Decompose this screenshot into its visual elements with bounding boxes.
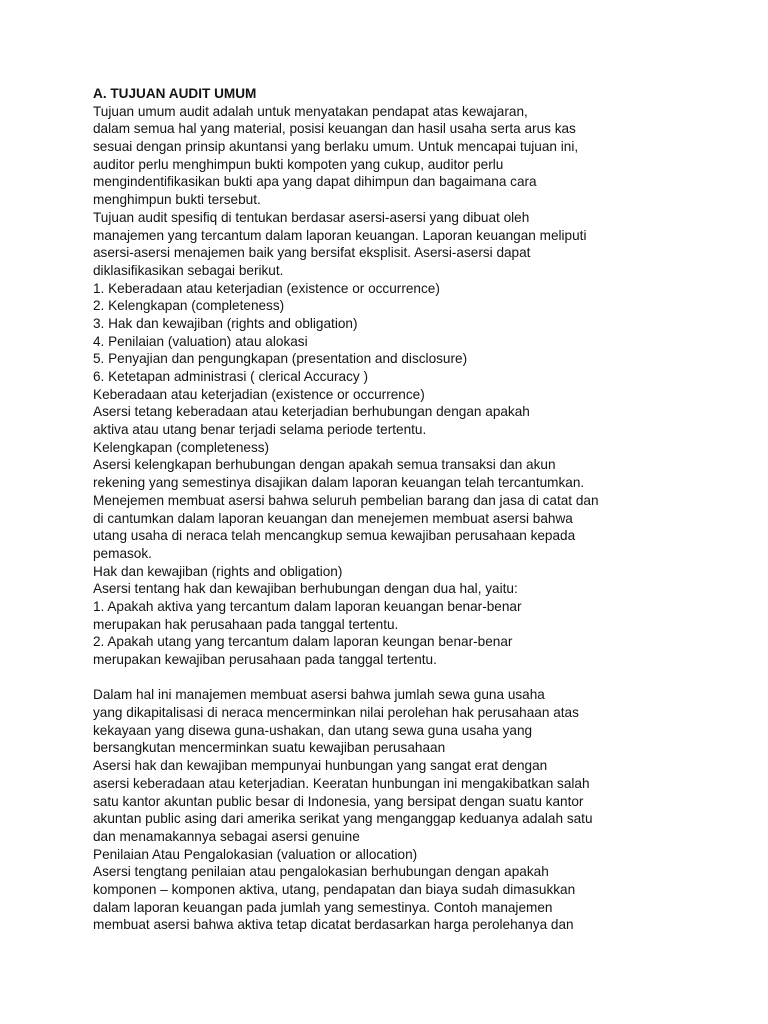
text-line: 5. Penyajian dan pengungkapan (presentation and disclosure): [93, 351, 468, 367]
text-line: yang dikapitalisasi di neraca mencerminkan nilai perolehan hak perusahaan atas: [93, 705, 579, 721]
text-line: auditor perlu menghimpun bukti kompoten yang cukup, auditor perlu: [93, 156, 504, 172]
text-line: dalam laporan keuangan pada jumlah yang semestinya. Contoh manajemen: [93, 899, 553, 915]
text-line: menghimpun bukti tersebut.: [93, 192, 261, 208]
text-line: diklasifikasikan sebagai berikut.: [93, 262, 284, 278]
text-line: dan menamakannya sebagai asersi genuine: [93, 828, 360, 844]
text-line: Kelengkapan (completeness): [93, 439, 270, 455]
document-title: A. TUJUAN AUDIT UMUM: [93, 86, 257, 101]
text-line: Asersi kelengkapan berhubungan dengan apakah semua transaksi dan akun: [93, 457, 556, 473]
text-line: 1. Apakah aktiva yang tercantum dalam laporan keuangan benar-benar: [93, 598, 522, 614]
text-line: aktiva atau utang benar terjadi selama periode tertentu.: [93, 422, 427, 438]
text-line: akuntan public asing dari amerika serikat yang menganggap keduanya adalah satu: [93, 811, 593, 827]
text-line: komponen – komponen aktiva, utang, pendapatan dan biaya sudah dimasukkan: [93, 881, 576, 897]
text-line: Asersi tetang keberadaan atau keterjadian berhubungan dengan apakah: [93, 404, 530, 420]
text-line: 4. Penilaian (valuation) atau alokasi: [93, 333, 308, 349]
text-line: 2. Kelengkapan (completeness): [93, 298, 285, 314]
text-line: asersi keberadaan atau keterjadian. Keeratan hunbungan ini mengakibatkan salah: [93, 775, 590, 791]
text-line: 3. Hak dan kewajiban (rights and obligation): [93, 315, 358, 331]
text-line: sesuai dengan prinsip akuntansi yang berlaku umum. Untuk mencapai tujuan ini,: [93, 139, 579, 155]
text-line: dalam semua hal yang material, posisi keuangan dan hasil usaha serta arus kas: [93, 121, 576, 137]
document-page: [93, 85, 753, 934]
document-body: [93, 103, 753, 934]
text-line: mengindentifikasikan bukti apa yang dapat dihimpun dan bagaimana cara: [93, 174, 537, 190]
text-line: satu kantor akuntan public besar di Indonesia, yang bersipat dengan suatu kantor: [93, 793, 584, 809]
text-line: utang usaha di neraca telah mencangkup semua kewajiban perusahaan kepada: [93, 528, 576, 544]
text-line: Keberadaan atau keterjadian (existence or occurrence): [93, 386, 425, 402]
text-line: merupakan kewajiban perusahaan pada tanggal tertentu.: [93, 652, 437, 667]
text-line: pemasok.: [93, 545, 152, 561]
text-line: manajemen yang tercantum dalam laporan keuangan. Laporan keuangan meliputi: [93, 227, 587, 243]
text-line: Tujuan umum audit adalah untuk menyatakan pendapat atas kewajaran,: [93, 103, 528, 119]
text-line: 6. Ketetapan administrasi ( clerical Accuracy ): [93, 369, 369, 384]
text-line: membuat asersi bahwa aktiva tetap dicatat berdasarkan harga perolehanya dan: [93, 917, 574, 933]
text-line: rekening yang semestinya disajikan dalam laporan keuangan telah tercantumkan.: [93, 475, 585, 491]
text-line: kekayaan yang disewa guna-ushakan, dan utang sewa guna usaha yang: [93, 722, 533, 738]
text-line: merupakan hak perusahaan pada tanggal tertentu.: [93, 616, 399, 632]
text-line: 1. Keberadaan atau keterjadian (existence or occurrence): [93, 280, 440, 296]
text-line: Asersi tentang hak dan kewajiban berhubungan dengan dua hal, yaitu:: [93, 581, 518, 597]
blank-line: [93, 669, 753, 687]
text-line: Asersi hak dan kewajiban mempunyai hunbungan yang sangat erat dengan: [93, 758, 548, 774]
text-line: Asersi tengtang penilaian atau pengalokasian berhubungan dengan apakah: [93, 864, 549, 880]
text-line: Penilaian Atau Pengalokasian (valuation or allocation): [93, 846, 418, 862]
text-line: Hak dan kewajiban (rights and obligation): [93, 563, 343, 579]
text-line: di cantumkan dalam laporan keuangan dan menejemen membuat asersi bahwa: [93, 510, 573, 526]
text-line: Tujuan audit spesifiq di tentukan berdasar asersi-asersi yang dibuat oleh: [93, 209, 530, 225]
text-line: Menejemen membuat asersi bahwa seluruh pembelian barang dan jasa di catat dan: [93, 492, 599, 508]
text-line: asersi-asersi menajemen baik yang bersifat eksplisit. Asersi-asersi dapat: [93, 245, 531, 261]
text-line: bersangkutan mencerminkan suatu kewajiban perusahaan: [93, 740, 446, 756]
text-line: 2. Apakah utang yang tercantum dalam laporan keungan benar-benar: [93, 634, 513, 650]
text-line: Dalam hal ini manajemen membuat asersi bahwa jumlah sewa guna usaha: [93, 687, 545, 703]
